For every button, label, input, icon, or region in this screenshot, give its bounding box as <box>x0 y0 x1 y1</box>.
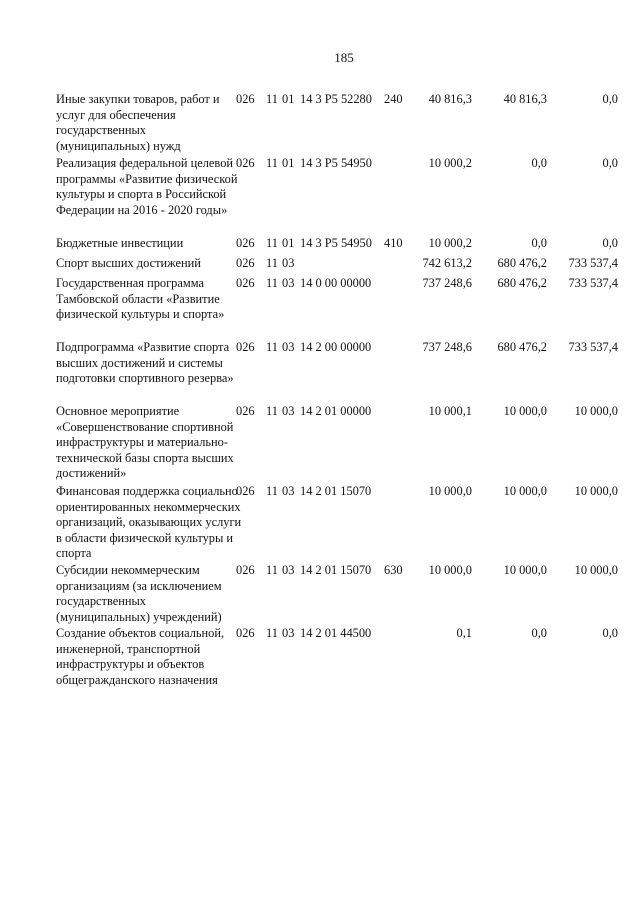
section-code: 11 <box>266 92 278 106</box>
target-article-code: 14 2 00 00000 <box>300 340 372 354</box>
vedom-code: 026 <box>236 626 255 640</box>
amount-2021: 733 537,4 <box>568 340 618 354</box>
amount-2021: 10 000,0 <box>574 563 618 577</box>
subsection-code: 01 <box>282 236 295 250</box>
amount-2019: 10 000,1 <box>428 404 472 418</box>
amount-2021: 0,0 <box>602 236 618 250</box>
amount-2019: 737 248,6 <box>422 276 472 290</box>
section-code: 11 <box>266 484 278 498</box>
amount-2020: 680 476,2 <box>497 276 547 290</box>
subsection-code: 03 <box>282 404 295 418</box>
subsection-code: 01 <box>282 92 295 106</box>
vedom-code: 026 <box>236 276 255 290</box>
vedom-code: 026 <box>236 92 255 106</box>
target-article-code: 14 3 P5 52280 <box>300 92 372 106</box>
row-name: Субсидии некоммерческим организациям (за исключением государственных (муниципальных) учреждений) <box>56 563 222 624</box>
row-name: Подпрограмма «Развитие спорта высших достижений и системы подготовки спортивного резерва» <box>56 340 234 386</box>
amount-2021: 10 000,0 <box>574 404 618 418</box>
vedom-code: 026 <box>236 236 255 250</box>
target-article-code: 14 2 01 15070 <box>300 484 372 498</box>
expense-type-code: 240 <box>384 92 403 106</box>
target-article-code: 14 2 01 44500 <box>300 626 372 640</box>
section-code: 11 <box>266 626 278 640</box>
subsection-code: 03 <box>282 256 295 270</box>
amount-2021: 0,0 <box>602 156 618 170</box>
amount-2019: 10 000,0 <box>428 563 472 577</box>
vedom-code: 026 <box>236 484 255 498</box>
amount-2020: 10 000,0 <box>503 563 547 577</box>
amount-2019: 10 000,0 <box>428 484 472 498</box>
amount-2020: 40 816,3 <box>503 92 547 106</box>
amount-2020: 10 000,0 <box>503 484 547 498</box>
expense-type-code: 410 <box>384 236 403 250</box>
section-code: 11 <box>266 276 278 290</box>
amount-2019: 40 816,3 <box>428 92 472 106</box>
vedom-code: 026 <box>236 404 255 418</box>
amount-2020: 0,0 <box>531 626 547 640</box>
expense-type-code: 630 <box>384 563 403 577</box>
target-article-code: 14 0 00 00000 <box>300 276 372 290</box>
amount-2019: 10 000,2 <box>428 236 472 250</box>
amount-2019: 0,1 <box>456 626 472 640</box>
row-name: Реализация федеральной целевой программы «Развитие физической культуры и спорта в Российской Федерации на 2016 - 2020 годы» <box>56 156 238 217</box>
amount-2019: 10 000,2 <box>428 156 472 170</box>
subsection-code: 03 <box>282 626 295 640</box>
section-code: 11 <box>266 236 278 250</box>
section-code: 11 <box>266 340 278 354</box>
target-article-code: 14 3 P5 54950 <box>300 156 372 170</box>
amount-2021: 0,0 <box>602 626 618 640</box>
vedom-code: 026 <box>236 156 255 170</box>
amount-2021: 10 000,0 <box>574 484 618 498</box>
subsection-code: 03 <box>282 276 295 290</box>
subsection-code: 03 <box>282 484 295 498</box>
amount-2021: 733 537,4 <box>568 256 618 270</box>
amount-2020: 680 476,2 <box>497 256 547 270</box>
row-name: Основное мероприятие «Совершенствование спортивной инфраструктуры и материально-технической базы спорта высших достижений» <box>56 404 234 481</box>
row-name: Бюджетные инвестиции <box>56 236 184 250</box>
row-name: Иные закупки товаров, работ и услуг для обеспечения государственных (муниципальных) нужд <box>56 92 220 153</box>
section-code: 11 <box>266 256 278 270</box>
subsection-code: 03 <box>282 563 295 577</box>
subsection-code: 01 <box>282 156 295 170</box>
section-code: 11 <box>266 563 278 577</box>
amount-2020: 680 476,2 <box>497 340 547 354</box>
vedom-code: 026 <box>236 563 255 577</box>
row-name: Государственная программа Тамбовской области «Развитие физической культуры и спорта» <box>56 276 225 322</box>
section-code: 11 <box>266 404 278 418</box>
page-number: 185 <box>334 50 354 65</box>
target-article-code: 14 3 P5 54950 <box>300 236 372 250</box>
amount-2019: 737 248,6 <box>422 340 472 354</box>
amount-2021: 0,0 <box>602 92 618 106</box>
amount-2021: 733 537,4 <box>568 276 618 290</box>
amount-2019: 742 613,2 <box>422 256 472 270</box>
row-name: Финансовая поддержка социально ориентированных некоммерческих организаций, оказывающих услуги в области физической культуры и спорта <box>56 484 242 561</box>
row-name: Создание объектов социальной, инженерной, транспортной инфраструктуры и объектов общегражданского назначения <box>56 626 225 687</box>
amount-2020: 0,0 <box>531 236 547 250</box>
amount-2020: 0,0 <box>531 156 547 170</box>
amount-2020: 10 000,0 <box>503 404 547 418</box>
target-article-code: 14 2 01 15070 <box>300 563 372 577</box>
row-name: Спорт высших достижений <box>56 256 201 270</box>
vedom-code: 026 <box>236 340 255 354</box>
subsection-code: 03 <box>282 340 295 354</box>
target-article-code: 14 2 01 00000 <box>300 404 372 418</box>
section-code: 11 <box>266 156 278 170</box>
vedom-code: 026 <box>236 256 255 270</box>
